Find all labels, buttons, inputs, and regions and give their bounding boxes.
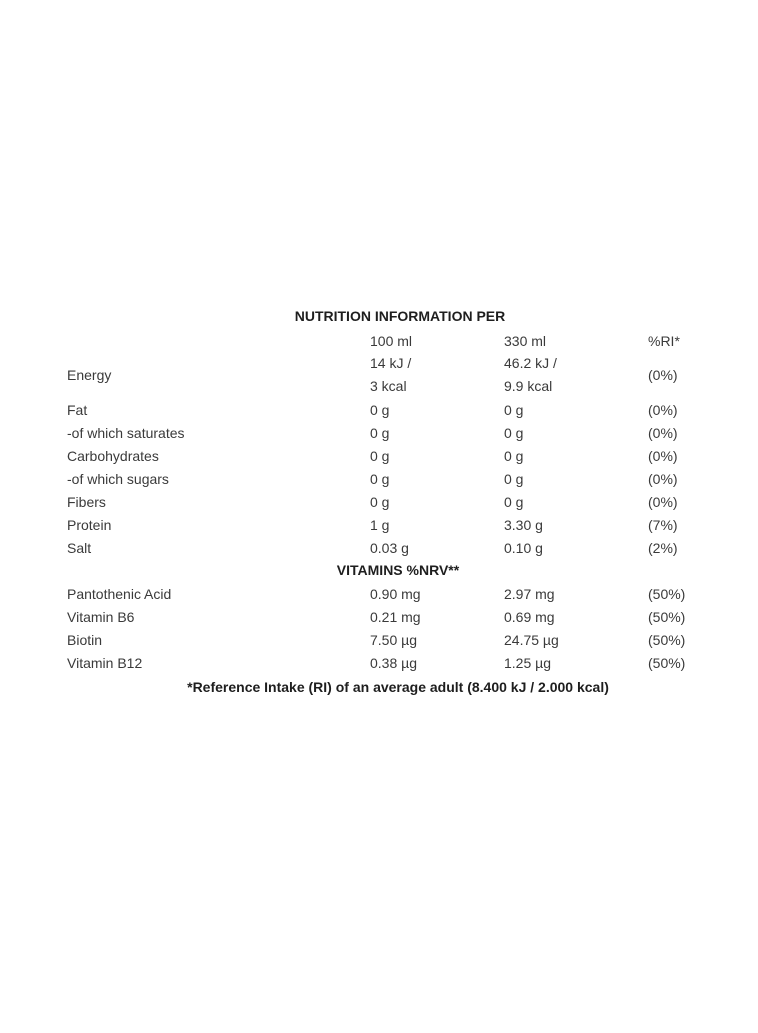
nutrient-per-100ml: 0 g xyxy=(370,493,390,510)
table-row xyxy=(60,513,700,536)
header-row xyxy=(60,329,700,352)
nutrient-ri: (0%) xyxy=(648,470,678,487)
vitamin-per-100ml: 7.50 µg xyxy=(370,631,417,648)
nutrient-label: -of which sugars xyxy=(67,470,169,487)
table-row xyxy=(60,536,700,559)
nutrient-per-330ml: 0 g xyxy=(504,401,524,418)
nutrient-ri: (0%) xyxy=(648,424,678,441)
nutrient-label: -of which saturates xyxy=(67,424,185,441)
energy-per-100ml-kcal: 3 kcal xyxy=(370,378,407,394)
vitamin-label: Biotin xyxy=(67,631,103,648)
vitamin-per-330ml: 1.25 µg xyxy=(504,654,551,671)
nutrient-label: Carbohydrates xyxy=(67,447,159,464)
vitamin-label: Vitamin B6 xyxy=(67,608,135,625)
table-title: NUTRITION INFORMATION PER xyxy=(294,308,506,324)
nutrient-per-330ml: 0.10 g xyxy=(504,539,543,556)
vitamin-per-100ml: 0.38 µg xyxy=(370,654,417,671)
nutrient-per-330ml: 0 g xyxy=(504,447,524,464)
table-row xyxy=(60,398,700,421)
vitamin-label: Vitamin B12 xyxy=(67,654,143,671)
vitamin-label: Pantothenic Acid xyxy=(67,585,172,602)
energy-per-330ml-kj: 46.2 kJ / xyxy=(504,355,557,371)
energy-per-330ml-kcal: 9.9 kcal xyxy=(504,378,553,394)
nutrient-per-100ml: 0 g xyxy=(370,424,390,441)
table-row xyxy=(60,651,700,674)
vitamin-nrv: (50%) xyxy=(648,631,686,648)
nutrient-per-330ml: 0 g xyxy=(504,424,524,441)
nutrient-label: Protein xyxy=(67,516,112,533)
nutrient-ri: (0%) xyxy=(648,401,678,418)
nutrient-per-100ml: 1 g xyxy=(370,516,390,533)
vitamin-nrv: (50%) xyxy=(648,608,686,625)
table-row xyxy=(60,444,700,467)
table-row xyxy=(60,467,700,490)
vitamin-nrv: (50%) xyxy=(648,585,686,602)
vitamins-title: VITAMINS %NRV** xyxy=(336,562,460,578)
energy-per-100ml-kj: 14 kJ / xyxy=(370,355,412,371)
table-row xyxy=(60,421,700,444)
nutrient-per-100ml: 0 g xyxy=(370,470,390,487)
vitamin-per-330ml: 2.97 mg xyxy=(504,585,555,602)
nutrient-per-100ml: 0 g xyxy=(370,401,390,418)
energy-row xyxy=(60,352,700,398)
energy-per-100ml xyxy=(370,352,504,398)
vitamin-per-330ml: 0.69 mg xyxy=(504,608,555,625)
table-row xyxy=(60,490,700,513)
vitamin-per-100ml: 0.21 mg xyxy=(370,608,421,625)
header-per-330ml: 330 ml xyxy=(504,332,547,349)
header-per-100ml: 100 ml xyxy=(370,332,413,349)
table-row xyxy=(60,605,700,628)
table-row xyxy=(60,582,700,605)
nutrient-label: Salt xyxy=(67,539,92,556)
nutrient-label: Fibers xyxy=(67,493,106,510)
nutrient-ri: (7%) xyxy=(648,516,678,533)
header-ri: %RI* xyxy=(648,332,680,349)
nutrient-per-100ml: 0.03 g xyxy=(370,539,409,556)
energy-per-330ml xyxy=(504,352,648,398)
vitamin-per-330ml: 24.75 µg xyxy=(504,631,559,648)
table-row xyxy=(60,628,700,651)
reference-intake-footnote: *Reference Intake (RI) of an average adult (8.400 kJ / 2.000 kcal) xyxy=(187,679,609,695)
nutrient-ri: (0%) xyxy=(648,447,678,464)
energy-ri: (0%) xyxy=(648,367,678,383)
vitamin-per-100ml: 0.90 mg xyxy=(370,585,421,602)
energy-label: Energy xyxy=(67,367,112,383)
nutrient-per-330ml: 3.30 g xyxy=(504,516,543,533)
nutrient-per-330ml: 0 g xyxy=(504,470,524,487)
nutrient-ri: (2%) xyxy=(648,539,678,556)
vitamin-nrv: (50%) xyxy=(648,654,686,671)
nutrition-table xyxy=(60,303,700,700)
nutrient-per-330ml: 0 g xyxy=(504,493,524,510)
nutrient-label: Fat xyxy=(67,401,88,418)
nutrient-ri: (0%) xyxy=(648,493,678,510)
nutrient-per-100ml: 0 g xyxy=(370,447,390,464)
